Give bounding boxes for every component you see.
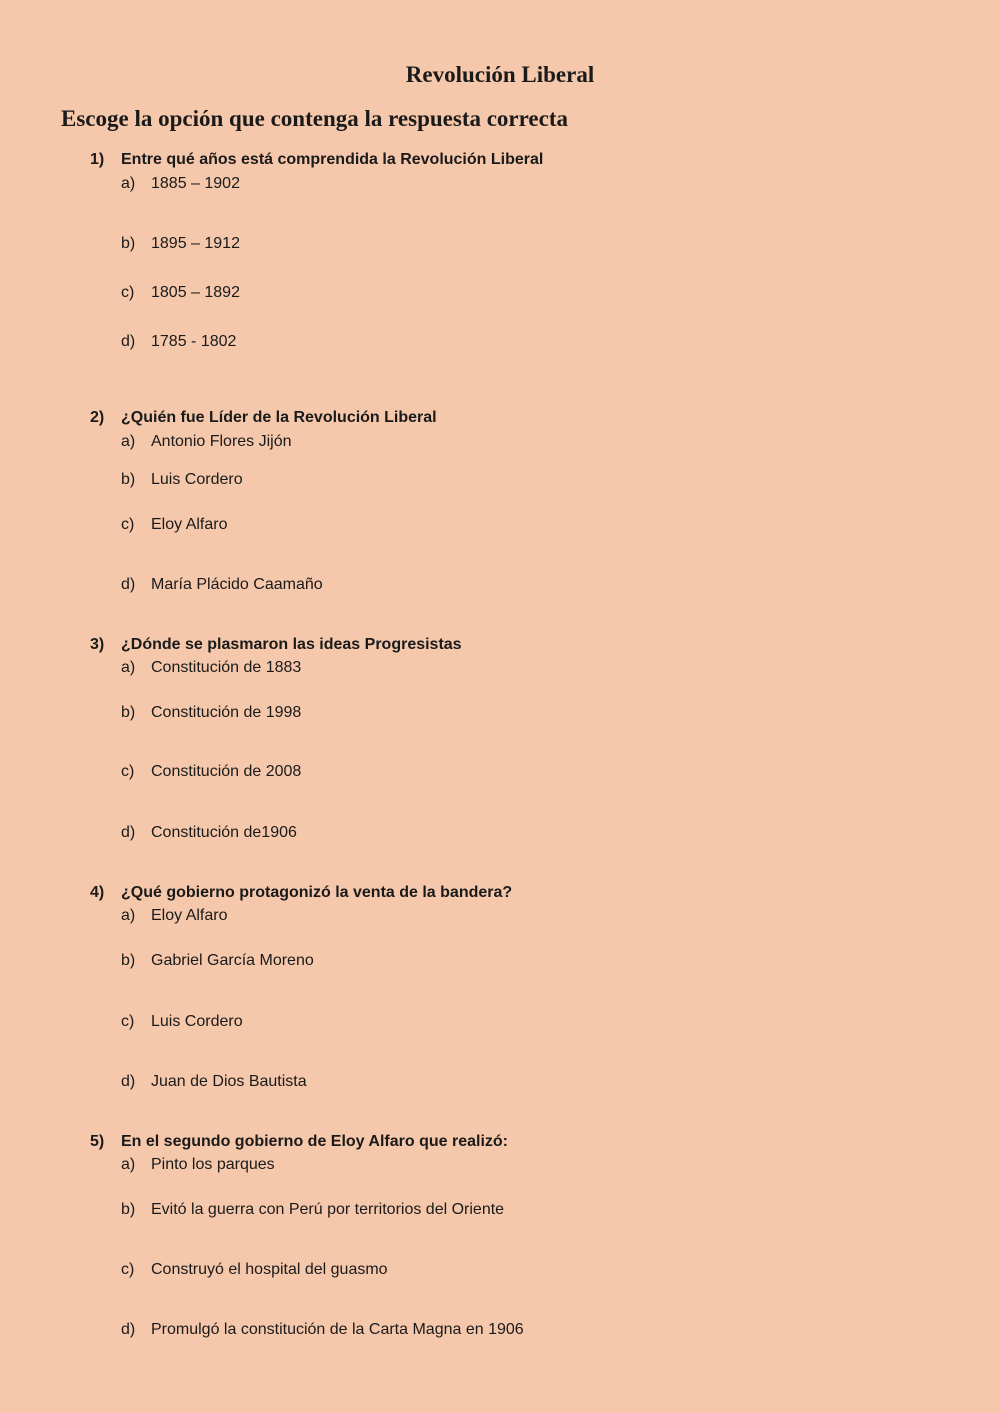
option-text: Constitución de 2008: [151, 763, 302, 780]
option-1a[interactable]: [121, 174, 240, 194]
option-4d[interactable]: [121, 1072, 307, 1092]
option-text: Antonio Flores Jijón: [151, 433, 292, 450]
question-number: 4): [90, 884, 105, 901]
option-text: Evitó la guerra con Perú por territorios del Oriente: [151, 1201, 505, 1218]
option-5d[interactable]: [121, 1320, 524, 1340]
option-letter: b): [121, 952, 136, 969]
option-text: 1805 – 1892: [151, 284, 240, 301]
instruction-heading: Escoge la opción que contenga la respuesta correcta: [61, 106, 569, 131]
option-text: Luis Cordero: [151, 1013, 243, 1030]
option-letter: d): [121, 1073, 136, 1090]
option-2d[interactable]: [121, 575, 323, 595]
option-letter: c): [121, 1013, 135, 1030]
question-1: [90, 150, 543, 170]
option-letter: d): [121, 333, 136, 350]
option-letter: a): [121, 433, 136, 450]
option-5c[interactable]: [121, 1260, 388, 1280]
option-text: Promulgó la constitución de la Carta Magna en 1906: [151, 1321, 524, 1338]
question-4: [90, 883, 512, 903]
option-4b[interactable]: [121, 951, 314, 971]
option-text: Pinto los parques: [151, 1156, 275, 1173]
question-number: 1): [90, 151, 105, 168]
option-letter: c): [121, 763, 135, 780]
option-1c[interactable]: [121, 283, 240, 303]
option-text: 1895 – 1912: [151, 235, 240, 252]
option-letter: b): [121, 471, 136, 488]
option-letter: a): [121, 659, 136, 676]
option-text: Luis Cordero: [151, 471, 243, 488]
option-text: Constitución de 1998: [151, 704, 302, 721]
option-letter: b): [121, 1201, 136, 1218]
option-text: 1785 - 1802: [151, 333, 237, 350]
option-text: Constitución de 1883: [151, 659, 302, 676]
option-letter: c): [121, 1261, 135, 1278]
option-2b[interactable]: [121, 470, 243, 490]
option-5a[interactable]: [121, 1155, 275, 1175]
question-text: En el segundo gobierno de Eloy Alfaro que realizó:: [121, 1133, 509, 1150]
option-text: Juan de Dios Bautista: [151, 1073, 307, 1090]
option-letter: c): [121, 284, 135, 301]
option-text: Eloy Alfaro: [151, 516, 228, 533]
option-2a[interactable]: [121, 432, 292, 452]
option-4a[interactable]: [121, 906, 227, 926]
option-letter: a): [121, 1156, 136, 1173]
question-number: 5): [90, 1133, 105, 1150]
option-text: Eloy Alfaro: [151, 907, 228, 924]
question-number: 3): [90, 636, 105, 653]
question-3: [90, 635, 462, 655]
option-1b[interactable]: [121, 234, 240, 254]
option-4c[interactable]: [121, 1012, 243, 1032]
option-letter: d): [121, 576, 136, 593]
option-text: 1885 – 1902: [151, 175, 240, 192]
question-5: [90, 1132, 508, 1152]
option-5b[interactable]: [121, 1200, 504, 1220]
question-text: ¿Quién fue Líder de la Revolución Liberal: [121, 409, 437, 426]
option-text: Constitución de1906: [151, 824, 297, 841]
option-letter: a): [121, 907, 136, 924]
option-3a[interactable]: [121, 658, 301, 678]
question-text: ¿Dónde se plasmaron las ideas Progresistas: [121, 636, 462, 653]
option-2c[interactable]: [121, 515, 227, 535]
option-text: María Plácido Caamaño: [151, 576, 323, 593]
question-number: 2): [90, 409, 105, 426]
question-2: [90, 408, 437, 428]
option-letter: b): [121, 235, 136, 252]
question-text: ¿Qué gobierno protagonizó la venta de la bandera?: [121, 884, 513, 901]
option-letter: d): [121, 824, 136, 841]
option-letter: c): [121, 516, 135, 533]
option-3c[interactable]: [121, 762, 301, 782]
option-letter: b): [121, 704, 136, 721]
question-text: Entre qué años está comprendida la Revolución Liberal: [121, 151, 544, 168]
option-text: Gabriel García Moreno: [151, 952, 314, 969]
option-1d[interactable]: [121, 332, 236, 352]
option-3d[interactable]: [121, 823, 297, 843]
page-title: Revolución Liberal: [405, 62, 595, 87]
option-letter: a): [121, 175, 136, 192]
option-letter: d): [121, 1321, 136, 1338]
option-3b[interactable]: [121, 703, 301, 723]
option-text: Construyó el hospital del guasmo: [151, 1261, 388, 1278]
